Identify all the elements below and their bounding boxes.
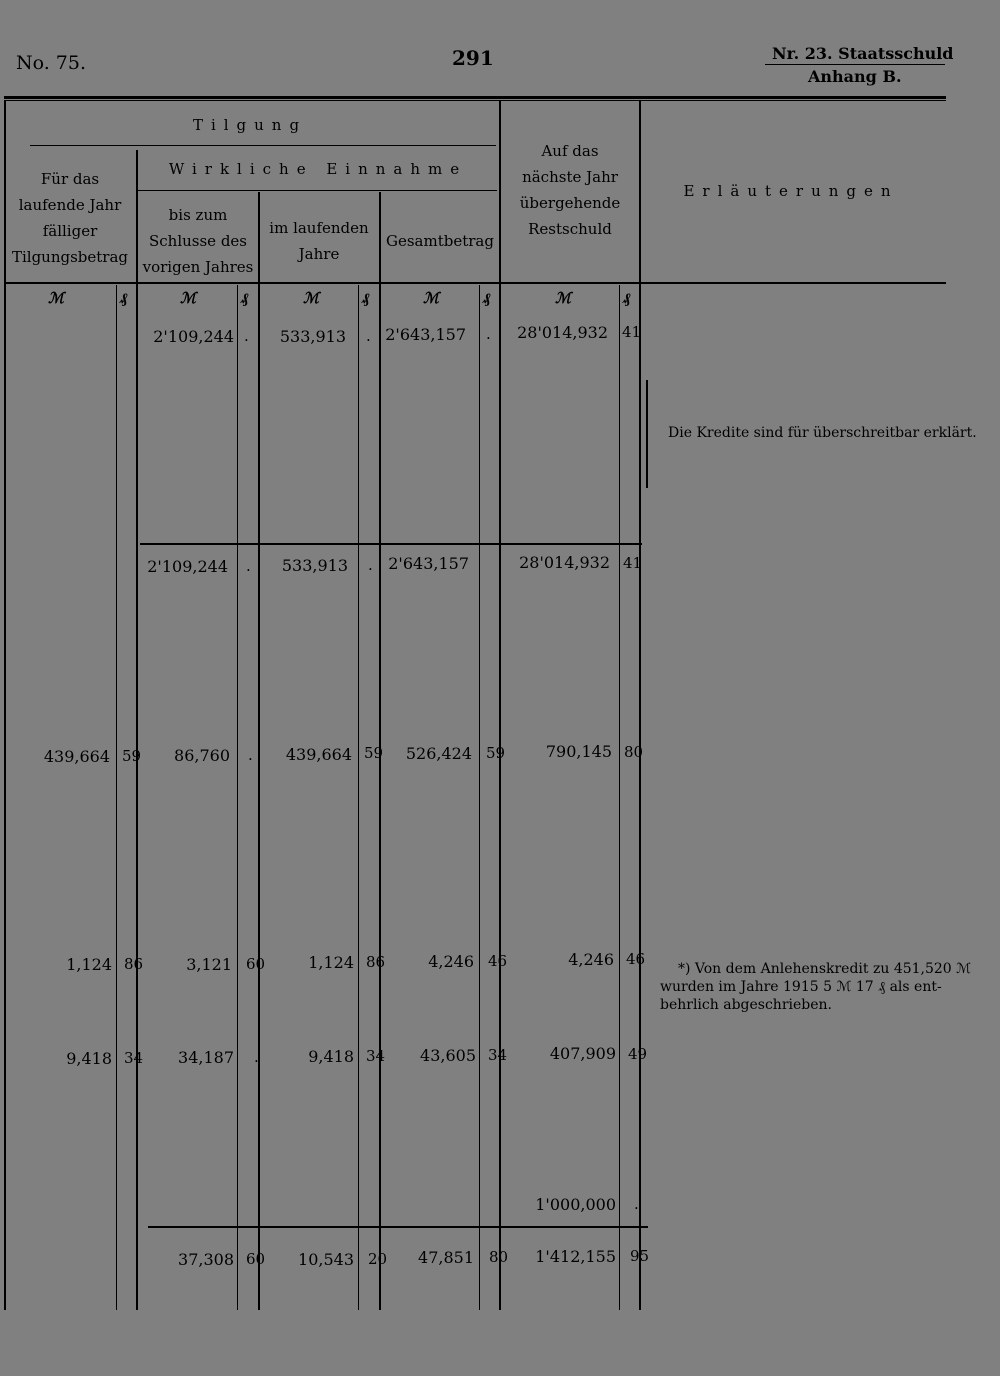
table-cell-ges: 4,246 bbox=[428, 952, 474, 971]
col-faellig-pf-divider bbox=[116, 285, 117, 1310]
table-cell-lauf: 533,913 bbox=[281, 556, 348, 575]
header-underline bbox=[765, 64, 945, 65]
unit-pf: ₰ bbox=[362, 289, 370, 307]
unit-pf: ₰ bbox=[241, 289, 249, 307]
table-cell-lauf: 533,913 bbox=[279, 327, 346, 346]
table-cell-faellig-pf: 34 bbox=[124, 1049, 144, 1067]
table-cell-ges: 47,851 bbox=[418, 1248, 474, 1267]
table-cell-lauf: 9,418 bbox=[308, 1047, 354, 1066]
table-cell-ges: 2'643,157 bbox=[388, 554, 469, 573]
einnahme-underline bbox=[137, 190, 497, 191]
table-cell-rest: 1'412,155 bbox=[535, 1247, 616, 1266]
unit-mark: ℳ bbox=[48, 289, 65, 307]
table-cell-ges: 526,424 bbox=[405, 744, 472, 763]
table-cell-ges: 2'643,157 bbox=[385, 325, 466, 344]
table-cell-faellig: 439,664 bbox=[43, 747, 110, 766]
table-cell-lauf: 10,543 bbox=[298, 1250, 354, 1269]
table-cell-lauf-pf: . bbox=[366, 327, 371, 345]
table-cell-lauf-pf: 59 bbox=[364, 744, 384, 762]
table-cell-lauf-pf: 20 bbox=[368, 1250, 388, 1268]
table-cell-ges-pf: 34 bbox=[488, 1046, 508, 1064]
table-cell-rest-pf: 80 bbox=[624, 743, 644, 761]
subtotal-rule bbox=[140, 543, 642, 545]
table-cell-rest-pf: 95 bbox=[630, 1247, 650, 1265]
col-ges-pf-divider bbox=[479, 285, 480, 1310]
note-kredite: Die Kredite sind für überschreitbar erklärt. bbox=[668, 425, 977, 441]
col-bis-pf-divider bbox=[237, 285, 238, 1310]
faellig-heading: Für das laufende Jahr fälliger Tilgungsbetrag bbox=[11, 170, 129, 266]
table-cell-bis-pf: . bbox=[248, 746, 253, 764]
col-lauf-pf-divider bbox=[358, 285, 359, 1310]
table-cell-faellig: 9,418 bbox=[66, 1049, 112, 1068]
table-cell-rest-pf: . bbox=[634, 1195, 639, 1213]
left-border bbox=[4, 100, 6, 1310]
tilgung-heading: Tilgung bbox=[192, 116, 308, 134]
col-bis-divider bbox=[136, 150, 138, 1310]
wirkliche-einnahme-heading: Wirkliche Einnahme bbox=[168, 160, 468, 178]
table-cell-bis-pf: 60 bbox=[246, 1250, 266, 1268]
table-cell-ges-pf: 46 bbox=[488, 952, 508, 970]
table-cell-lauf-pf: . bbox=[368, 556, 373, 574]
table-cell-bis-pf: . bbox=[246, 557, 251, 575]
table-cell-ges-pf: 59 bbox=[486, 744, 506, 762]
appendix-label: Anhang B. bbox=[808, 67, 902, 86]
page-number: 291 bbox=[452, 46, 494, 70]
table-cell-rest-pf: 49 bbox=[628, 1045, 648, 1063]
table-top-rule-thin bbox=[4, 100, 946, 101]
table-cell-faellig-pf: 59 bbox=[122, 747, 142, 765]
header-bottom-rule bbox=[4, 282, 946, 284]
col-rest-divider bbox=[499, 100, 501, 1310]
table-cell-rest-pf: 41 bbox=[622, 323, 642, 341]
table-cell-lauf: 439,664 bbox=[285, 745, 352, 764]
total-rule bbox=[148, 1226, 648, 1228]
im-laufenden-heading: im laufenden Jahre bbox=[269, 219, 369, 263]
unit-mark: ℳ bbox=[423, 289, 440, 307]
table-cell-faellig-pf: 86 bbox=[124, 955, 144, 973]
note-anlehen: *) Von dem Anlehenskredit zu 451,520 ℳ wurden im Jahre 1915 5 ℳ 17 ₰ als ent- behrlich abgeschrieben. bbox=[660, 961, 972, 1013]
unit-mark: ℳ bbox=[555, 289, 572, 307]
tilgung-underline bbox=[30, 145, 496, 146]
table-cell-bis-pf: . bbox=[244, 327, 249, 345]
table-cell-bis: 3,121 bbox=[186, 955, 232, 974]
erlaeuterungen-heading: Erläuterungen bbox=[683, 182, 899, 200]
unit-mark: ℳ bbox=[303, 289, 320, 307]
document-number: No. 75. bbox=[16, 52, 87, 74]
col-notes-divider bbox=[639, 100, 641, 1310]
unit-pf: ₰ bbox=[623, 289, 631, 307]
auf-das-heading: Auf das nächste Jahr übergehende Restschuld bbox=[519, 142, 621, 238]
table-cell-bis: 2'109,244 bbox=[147, 557, 228, 576]
table-cell-lauf-pf: 34 bbox=[366, 1047, 386, 1065]
table-cell-lauf: 1,124 bbox=[308, 953, 354, 972]
table-cell-bis: 37,308 bbox=[178, 1250, 234, 1269]
unit-pf: ₰ bbox=[483, 289, 491, 307]
table-cell-ges-pf: . bbox=[486, 325, 491, 343]
table-cell-rest: 4,246 bbox=[568, 950, 614, 969]
table-top-rule bbox=[4, 96, 946, 99]
table-cell-bis-pf: 60 bbox=[246, 955, 266, 973]
table-cell-rest-pf: 41 bbox=[623, 554, 643, 572]
table-cell-lauf-pf: 86 bbox=[366, 953, 386, 971]
table-cell-bis-pf: . bbox=[254, 1048, 259, 1066]
table-cell-faellig: 1,124 bbox=[66, 955, 112, 974]
table-cell-ges: 43,605 bbox=[420, 1046, 476, 1065]
section-title: Nr. 23. Staatsschuld bbox=[772, 44, 954, 63]
bis-zum-heading: bis zum Schlusse des vorigen Jahres bbox=[142, 206, 254, 276]
table-cell-bis: 86,760 bbox=[174, 746, 230, 765]
gesamt-heading: Gesamtbetrag bbox=[386, 232, 494, 250]
table-cell-rest: 28'014,932 bbox=[519, 553, 610, 572]
table-cell-rest-pf: 46 bbox=[626, 950, 646, 968]
col-rest-pf-divider bbox=[619, 285, 620, 1310]
table-cell-rest: 407,909 bbox=[549, 1044, 616, 1063]
table-cell-rest: 790,145 bbox=[545, 742, 612, 761]
unit-pf: ₰ bbox=[120, 289, 128, 307]
table-cell-rest: 1'000,000 bbox=[535, 1195, 616, 1214]
table-cell-rest: 28'014,932 bbox=[517, 323, 608, 342]
note-brace bbox=[646, 380, 648, 488]
col-lauf-divider bbox=[258, 192, 260, 1310]
unit-mark: ℳ bbox=[180, 289, 197, 307]
table-cell-bis: 34,187 bbox=[178, 1048, 234, 1067]
table-cell-ges-pf: 80 bbox=[489, 1248, 509, 1266]
table-cell-bis: 2'109,244 bbox=[153, 327, 234, 346]
